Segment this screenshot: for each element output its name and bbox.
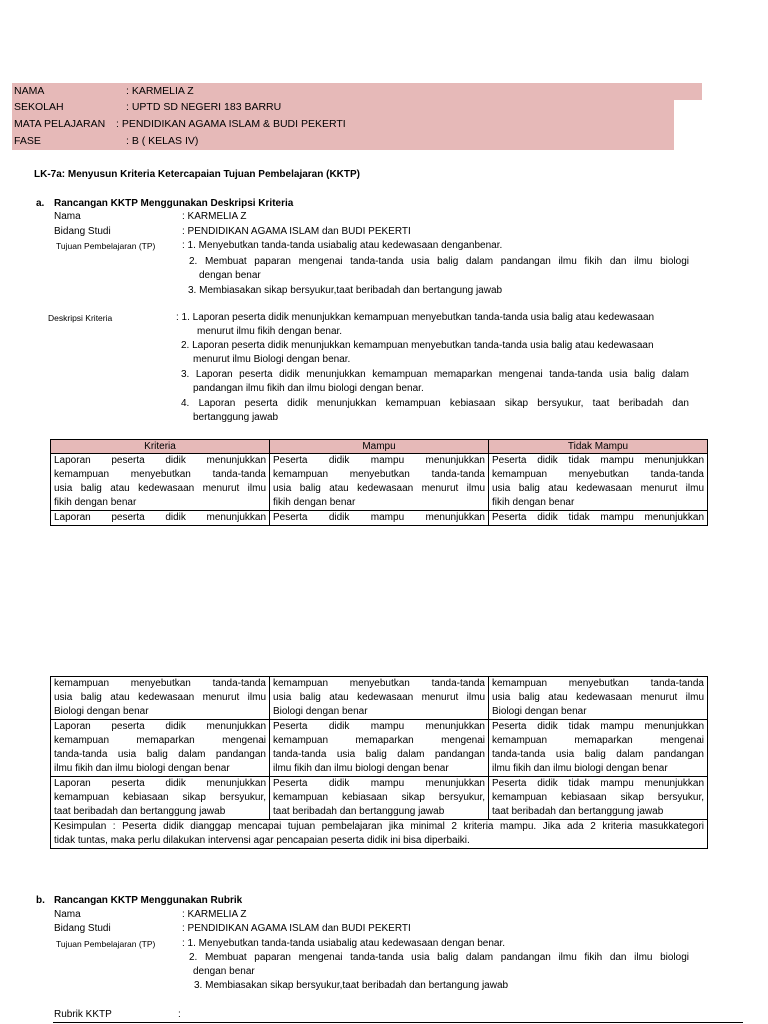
table-cell bbox=[270, 454, 489, 511]
kesimpulan-line: tidak tuntas, maka perlu dilakukan intervensi agar pencapaian peserta didik ini bisa diperbaiki. bbox=[54, 835, 470, 846]
cell-line: Biologi dengan benar bbox=[273, 706, 368, 717]
rubrik-kktp-label: Rubrik KKTP bbox=[54, 1009, 112, 1020]
cell-line: usia balig atau kedewasaan menurut ilmu bbox=[273, 483, 485, 494]
table-cell bbox=[51, 777, 270, 820]
bidang-studi-value: : PENDIDIKAN AGAMA ISLAM dan BUDI PEKERTI bbox=[182, 923, 411, 934]
table-row bbox=[51, 777, 708, 820]
table-cell bbox=[489, 454, 708, 511]
page-title: LK-7a: Menyusun Kriteria Ketercapaian Tujuan Pembelajaran (KKTP) bbox=[34, 169, 361, 180]
kesimpulan-cell bbox=[51, 820, 708, 849]
cell-line: Laporan peserta didik menunjukkan bbox=[54, 512, 266, 523]
kriteria-table bbox=[50, 439, 708, 526]
cell-line: kemampuan menyebutkan tanda-tanda bbox=[492, 469, 704, 480]
table-cell bbox=[51, 677, 270, 720]
table-cell bbox=[270, 511, 489, 526]
header-label: MATA PELAJARAN bbox=[14, 118, 106, 130]
cell-line: kemampuan kebiasaan sikap bersyukur, bbox=[273, 792, 485, 803]
tp-item-1: : 1. Menyebutkan tanda-tanda usiabalig atau kedewasaan denganbenar. bbox=[182, 240, 503, 251]
tp-item-1: : 1. Menyebutkan tanda-tanda usiabalig atau kedewasaan dengan benar. bbox=[182, 938, 506, 949]
column-header-mampu: Mampu bbox=[270, 440, 489, 454]
table-row bbox=[51, 677, 708, 720]
table-header-row bbox=[51, 440, 708, 454]
rubrik-table-top-border bbox=[53, 1022, 743, 1023]
cell-line: usia balig atau kedewasaan menurut ilmu bbox=[492, 483, 704, 494]
bidang-studi-label: Bidang Studi bbox=[54, 923, 111, 934]
cell-line: fikih dengan benar bbox=[273, 497, 356, 508]
section-a-heading bbox=[36, 198, 293, 209]
tp-item-2-cont: dengan benar bbox=[193, 966, 255, 977]
header-label: NAMA bbox=[14, 85, 45, 97]
cell-line: kemampuan memaparkan mengenai bbox=[54, 735, 266, 746]
table-cell bbox=[489, 720, 708, 777]
section-heading-text: Rancangan KKTP Menggunakan Rubrik bbox=[54, 895, 243, 906]
cell-line: taat beribadah dan bertanggung jawab bbox=[492, 806, 664, 817]
cell-line: Peserta didik mampu menunjukkan bbox=[273, 778, 485, 789]
cell-line: ilmu fikih dan ilmu biologi dengan benar bbox=[273, 763, 449, 774]
tp-label: Tujuan Pembelajaran (TP) bbox=[56, 241, 156, 251]
table-cell bbox=[489, 677, 708, 720]
cell-line: Peserta didik mampu menunjukkan bbox=[273, 455, 485, 466]
deskripsi-item-1: : 1. Laporan peserta didik menunjukkan kemampuan menyebutkan tanda-tanda usia balig atau kedewasaan bbox=[176, 312, 655, 323]
cell-line: kemampuan menyebutkan tanda-tanda bbox=[273, 678, 485, 689]
tp-label: Tujuan Pembelajaran (TP) bbox=[56, 939, 156, 949]
cell-line: kemampuan menyebutkan tanda-tanda bbox=[492, 678, 704, 689]
table-cell bbox=[270, 777, 489, 820]
tp-item-2: 2. Membuat paparan mengenai tanda-tanda usia balig dalam pandangan ilmu fikih dan ilmu biologi bbox=[189, 256, 689, 267]
cell-line: taat beribadah dan bertanggung jawab bbox=[273, 806, 445, 817]
tp-item-2-cont: dengan benar bbox=[199, 270, 261, 281]
cell-line: usia balig atau kedewasaan menurut ilmu bbox=[54, 483, 266, 494]
tp-item-3: 3. Membiasakan sikap bersyukur,taat beribadah dan bertangung jawab bbox=[188, 285, 503, 296]
kesimpulan-line: Kesimpulan : Peserta didik dianggap mencapai tujuan pembelajaran jika minimal 2 kriteria mampu. Jika ada 2 kriteria masukkategori bbox=[54, 821, 704, 832]
table-cell bbox=[270, 677, 489, 720]
cell-line: Peserta didik tidak mampu menunjukkan bbox=[492, 455, 704, 466]
kesimpulan-row bbox=[51, 820, 708, 849]
cell-line: tanda-tanda usia balig dalam pandangan bbox=[492, 749, 704, 760]
cell-line: kemampuan kebiasaan sikap bersyukur, bbox=[54, 792, 266, 803]
table-cell bbox=[270, 720, 489, 777]
header-row-fase bbox=[12, 133, 674, 150]
cell-line: tanda-tanda usia balig dalam pandangan bbox=[54, 749, 266, 760]
cell-line: Biologi dengan benar bbox=[54, 706, 149, 717]
table-row bbox=[51, 511, 708, 526]
cell-line: fikih dengan benar bbox=[492, 497, 575, 508]
cell-line: Laporan peserta didik menunjukkan bbox=[54, 455, 266, 466]
section-letter: b. bbox=[36, 895, 45, 906]
nama-value: : KARMELIA Z bbox=[182, 211, 247, 222]
table-row bbox=[51, 720, 708, 777]
nama-value: : KARMELIA Z bbox=[182, 909, 247, 920]
deskripsi-item-1-cont: menurut ilmu fikih dengan benar. bbox=[197, 326, 343, 337]
deskripsi-item-2-cont: menurut ilmu Biologi dengan benar. bbox=[193, 354, 351, 365]
cell-line: Biologi dengan benar bbox=[492, 706, 587, 717]
nama-label: Nama bbox=[54, 211, 81, 222]
tp-item-2: 2. Membuat paparan mengenai tanda-tanda usia balig dalam pandangan ilmu fikih dan ilmu biologi bbox=[189, 952, 689, 963]
cell-line: usia balig atau kedewasaan menurut ilmu bbox=[54, 692, 266, 703]
table-cell bbox=[51, 720, 270, 777]
header-label: FASE bbox=[14, 135, 41, 147]
cell-line: kemampuan menyebutkan tanda-tanda bbox=[54, 678, 266, 689]
cell-line: taat beribadah dan bertanggung jawab bbox=[54, 806, 226, 817]
header-row-sekolah bbox=[12, 99, 674, 116]
deskripsi-item-3-cont: pandangan ilmu fikih dan ilmu biologi dengan benar. bbox=[193, 383, 424, 394]
cell-line: fikih dengan benar bbox=[54, 497, 137, 508]
cell-line: Peserta didik mampu menunjukkan bbox=[273, 721, 485, 732]
deskripsi-item-4-cont: bertanggung jawab bbox=[193, 412, 279, 423]
table-cell bbox=[51, 454, 270, 511]
header-value: : UPTD SD NEGERI 183 BARRU bbox=[126, 101, 282, 113]
cell-line: tanda-tanda usia balig dalam pandangan bbox=[273, 749, 485, 760]
cell-line: Peserta didik tidak mampu menunjukkan bbox=[492, 778, 704, 789]
cell-line: Peserta didik mampu menunjukkan bbox=[273, 512, 485, 523]
header-label: SEKOLAH bbox=[14, 101, 64, 113]
cell-line: kemampuan memaparkan mengenai bbox=[492, 735, 704, 746]
section-letter: a. bbox=[36, 198, 45, 209]
cell-line: kemampuan menyebutkan tanda-tanda bbox=[54, 469, 266, 480]
cell-line: ilmu fikih dan ilmu biologi dengan benar bbox=[492, 763, 668, 774]
header-value: : PENDIDIKAN AGAMA ISLAM & BUDI PEKERTI bbox=[116, 118, 346, 130]
header-value: : B ( KELAS IV) bbox=[126, 135, 199, 147]
cell-line: Peserta didik tidak mampu menunjukkan bbox=[492, 512, 704, 523]
section-b-heading bbox=[36, 895, 242, 906]
cell-line: kemampuan kebiasaan sikap bersyukur, bbox=[492, 792, 704, 803]
table-cell bbox=[51, 511, 270, 526]
cell-line: kemampuan menyebutkan tanda-tanda bbox=[273, 469, 485, 480]
tp-item-3: 3. Membiasakan sikap bersyukur,taat beribadah dan bertangung jawab bbox=[194, 980, 509, 991]
cell-line: Peserta didik tidak mampu menunjukkan bbox=[492, 721, 704, 732]
rubrik-kktp-colon: : bbox=[178, 1009, 181, 1020]
deskripsi-item-4: 4. Laporan peserta didik menunjukkan kemampuan kebiasaan sikap bersyukur, taat beribadah dan bbox=[181, 398, 689, 409]
cell-line: usia balig atau kedewasaan menurut ilmu bbox=[492, 692, 704, 703]
cell-line: usia balig atau kedewasaan menurut ilmu bbox=[273, 692, 485, 703]
bidang-studi-value: : PENDIDIKAN AGAMA ISLAM dan BUDI PEKERTI bbox=[182, 226, 411, 237]
deskripsi-item-2: 2. Laporan peserta didik menunjukkan kemampuan menyebutkan tanda-tanda usia balig atau kedewasaan bbox=[181, 340, 654, 351]
kriteria-table-continued bbox=[50, 676, 708, 849]
deskripsi-item-3: 3. Laporan peserta didik menunjukkan kemampuan memaparkan mengenai tanda-tanda usia balig dalam bbox=[181, 369, 689, 380]
column-header-tidak-mampu: Tidak Mampu bbox=[489, 440, 708, 454]
cell-line: kemampuan memaparkan mengenai bbox=[273, 735, 485, 746]
table-row bbox=[51, 454, 708, 511]
header-row-nama bbox=[12, 83, 702, 100]
cell-line: ilmu fikih dan ilmu biologi dengan benar bbox=[54, 763, 230, 774]
header-row-mata-pelajaran bbox=[12, 116, 674, 133]
table-cell bbox=[489, 777, 708, 820]
section-heading-text: Rancangan KKTP Menggunakan Deskripsi Kriteria bbox=[54, 198, 294, 209]
header-value: : KARMELIA Z bbox=[126, 85, 194, 97]
nama-label: Nama bbox=[54, 909, 81, 920]
deskripsi-kriteria-label: Deskripsi Kriteria bbox=[48, 313, 113, 323]
column-header-kriteria: Kriteria bbox=[51, 440, 270, 454]
table-cell bbox=[489, 511, 708, 526]
bidang-studi-label: Bidang Studi bbox=[54, 226, 111, 237]
cell-line: Laporan peserta didik menunjukkan bbox=[54, 721, 266, 732]
cell-line: Laporan peserta didik menunjukkan bbox=[54, 778, 266, 789]
